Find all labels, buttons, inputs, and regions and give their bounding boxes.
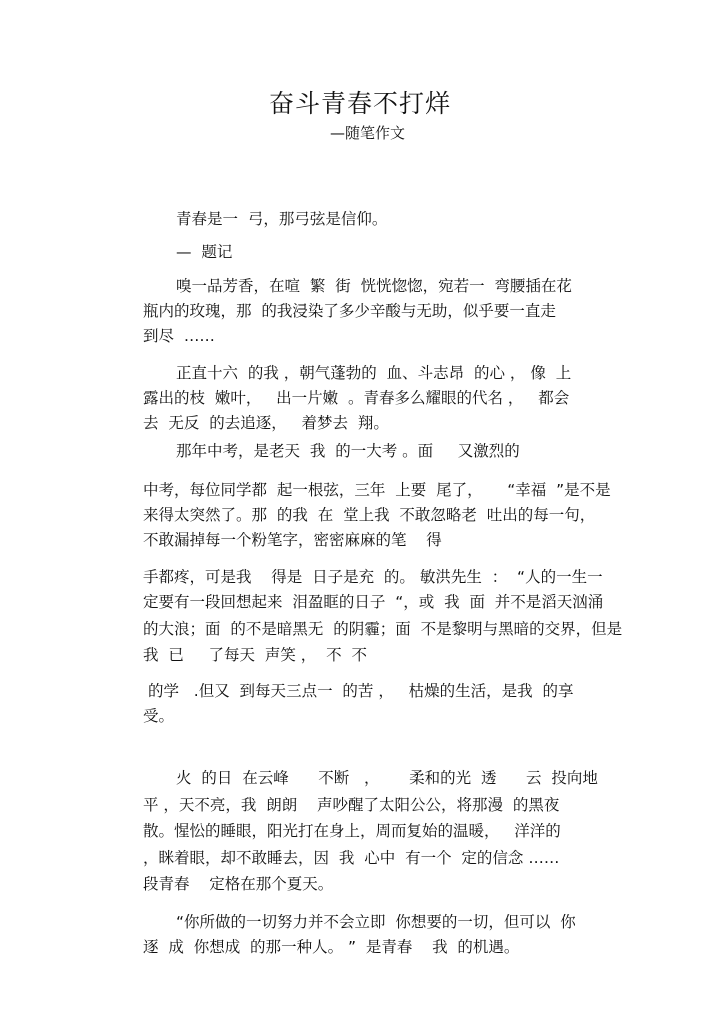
paragraph-line: 受。 xyxy=(143,707,175,725)
epigraph-attribution: — 题记 xyxy=(176,243,233,261)
paragraph-line: 逐 成 你想成 的那一种人。 ” 是青春 我 的机遇。 xyxy=(143,938,520,956)
paragraph-line: 到尽 …… xyxy=(143,327,215,345)
paragraph-line: 不敢漏掉每一个粉笔字，密密麻麻的笔 得 xyxy=(143,531,442,549)
essay-title: 奋斗青春不打烊 xyxy=(268,89,451,118)
epigraph-text: 青春是一 弓，那弓弦是信仰。 xyxy=(176,210,388,228)
paragraph-line: “你所做的一切努力并不会立即 你想要的一切，但可以 你 xyxy=(176,913,576,931)
paragraph-line: 火 的日 在云峰 不断 ， 柔和的光 透 云 投向地 xyxy=(176,769,598,787)
paragraph-line: 手都疼，可是我 得是 日子是充 的。 敏洪先生 ： “人的一生一 xyxy=(143,568,603,586)
paragraph-line: 中考，每位同学都 起一根弦，三年 上要 尾了， “幸福 ”是不是 xyxy=(143,481,611,499)
paragraph-line: 平 ，天不亮，我 朗朗 声吵醒了太阳公公，将那漫 的黑夜 xyxy=(143,796,560,814)
paragraph-line: 嗅一品芳香，在喧 繁 街 恍恍惚惚，宛若一 弯腰插在花 xyxy=(176,277,572,295)
paragraph-line: 的学 .但又 到每天三点一 的苦 ， 枯燥的生活，是我 的享 xyxy=(148,682,574,700)
paragraph-line: 瓶内的玫瑰，那 的我浸染了多少辛酸与无助，似乎要一直走 xyxy=(143,302,556,320)
paragraph-line: 正直十六 的我 ，朝气蓬勃的 血、斗志昂 的心 ， 像 上 xyxy=(176,364,572,382)
paragraph-line: 来得太突然了。那 的我 在 堂上我 不敢忽略老 吐出的每一句， xyxy=(143,506,596,524)
paragraph-line: 的大浪；面 的不是暗黑无 的阴霾；面 不是黎明与黑暗的交界，但是 xyxy=(143,620,623,638)
paragraph-line: 段青春 定格在那个夏天。 xyxy=(143,875,334,893)
paragraph-line: ，眯着眼，却不敢睡去，因 我 心中 有一个 定的信念 …… xyxy=(143,849,560,867)
paragraph-line: 散。惺忪的睡眼，阳光打在身上，周而复始的温暖， 洋洋的 xyxy=(143,822,561,840)
paragraph-line: 去 无反 的去追逐， 着梦去 翔。 xyxy=(143,414,389,432)
essay-subtitle: —随笔作文 xyxy=(330,124,406,142)
paragraph-line: 露出的枝 嫩叶， 出一片嫩 。青春多么耀眼的代名 ， 都会 xyxy=(143,389,570,407)
paragraph-line: 我 已 了每天 声笑 ， 不 不 xyxy=(143,646,367,664)
paragraph-line: 定要有一段回想起来 泪盈眶的日子 “，或 我 面 并不是滔天汹涌 xyxy=(143,593,604,611)
paragraph-line: 那年中考，是老天 我 的一大考 。面 又激烈的 xyxy=(176,442,520,460)
